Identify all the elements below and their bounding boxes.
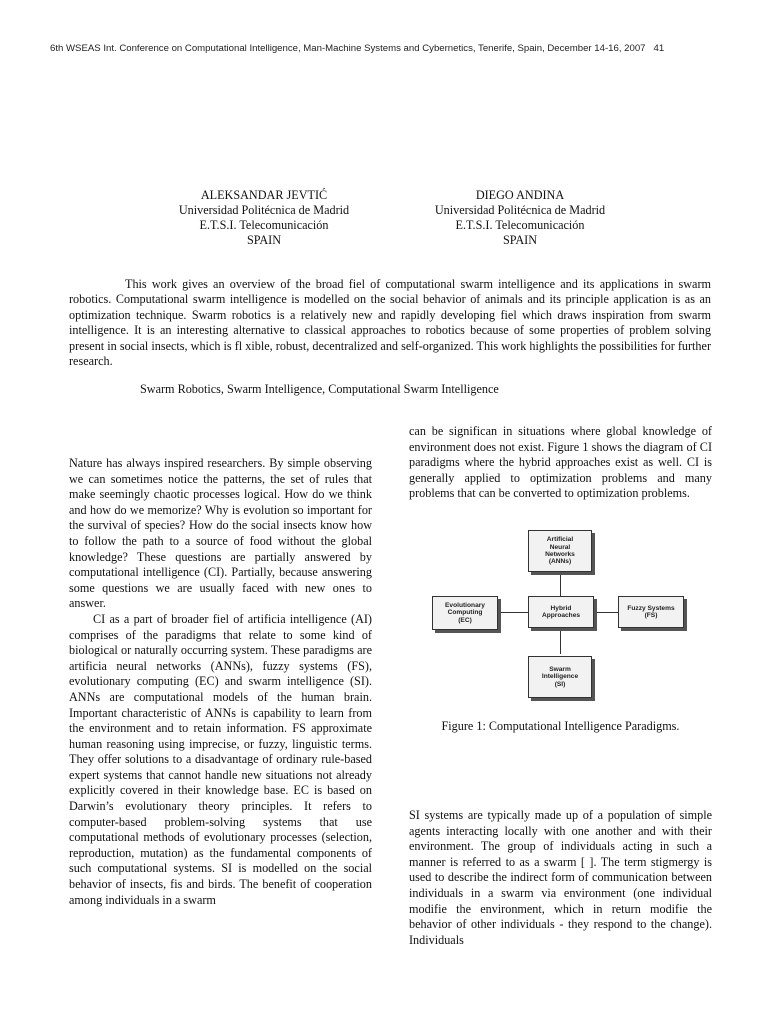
header-text: 6th WSEAS Int. Conference on Computational Intelligence, Man-Machine Systems and Cybernetics, Tenerife, Spain, December 14-16, 2007	[50, 43, 646, 54]
right-column-bottom-paragraph: SI systems are typically made up of a population of simple agents interacting locally with one another and with their environment. The group of individuals acting in such a manner is referred to as a swarm [ ]. The term stigmergy is used to describe the indirect form of communication between individuals in a swarm via environment (one individual modifie the environment, which in return modifie the behavior of other individuals - they respond to the change). Individuals	[409, 808, 712, 947]
abstract-text: This work gives an overview of the broad fiel of computational swarm intelligence and its applications in swarm robotics. Computational swarm intelligence is modelled on the social behavior of animals and its principle application is as an optimization technique. Swarm robotics is a relatively new and rapidly developing fiel which draws inspiration from swarm intelligence. It is an interesting alternative to classical approaches to robotics because of some properties of problem solving present in social insects, which is fl xible, robust, decentralized and self-organized. This work highlights the possibilities for further research.	[69, 277, 711, 369]
connector-bottom	[560, 626, 561, 654]
hybrid-box: Hybrid Approaches	[528, 596, 594, 628]
author-school: E.T.S.I. Telecomunicación	[199, 218, 329, 232]
connector-right	[594, 612, 620, 613]
figure-caption: Figure 1: Computational Intelligence Paradigms.	[441, 719, 680, 733]
ec-box: Evolutionary Computing (EC)	[432, 596, 498, 630]
right-column-top-paragraph: can be significan in situations where global knowledge of environment does not exist. Figure 1 shows the diagram of CI paradigms where the hybrid approaches exist as well. CI is generally applied to optimization problems and many problems that can be converted to optimization problems.	[409, 424, 712, 501]
ci-paradigms-diagram	[428, 528, 696, 704]
author-country: SPAIN	[502, 233, 538, 247]
author-block-1	[134, 188, 394, 248]
anns-box: Artificial Neural Networks (ANNs)	[528, 530, 592, 572]
fs-box: Fuzzy Systems (FS)	[618, 596, 684, 628]
author-block-2	[390, 188, 650, 248]
connector-left	[498, 612, 528, 613]
left-column	[69, 456, 372, 908]
author-country: SPAIN	[246, 233, 282, 247]
si-box: Swarm Intelligence (SI)	[528, 656, 592, 698]
connector-top	[560, 570, 561, 598]
author-name: DIEGO ANDINA	[475, 188, 565, 202]
author-school: E.T.S.I. Telecomunicación	[455, 218, 585, 232]
page-number: 41	[653, 43, 665, 54]
author-university: Universidad Politécnica de Madrid	[178, 203, 350, 217]
intro-paragraph-2: CI as a part of broader fiel of artificia intelligence (AI) comprises of the paradigms that relate to some kind of biological or naturally occurring system. These paradigms are artificia neural networks (ANNs), fuzzy systems (FS), evolutionary computing (EC) and swarm intelligence (SI). ANNs are computational models of the human brain. Important characteristic of ANNs is capability to learn from the environment and to retain information. FS approximate human reasoning using imprecise, or fuzzy, linguistic terms. They offer solutions to a disadvantage of ordinary rule-based expert systems that cannot handle new situations not already explicitly covered in their knowledge base. EC is based on Darwin’s evolutionary theory principles. It refers to computer-based problem-solving systems that use computational methods of evolutionary processes (selection, reproduction, mutation) as the fundamental components of such computational systems. SI is modelled on the social behavior of insects, fis and birds. The benefit of cooperation among individuals in a swarm	[69, 611, 372, 907]
intro-paragraph-1: Nature has always inspired researchers. By simple observing we can sometimes notice the patterns, the set of rules that make seemingly chaotic processes logical. How do we think and how do we memorize? Why is evolution so important for the survival of species? How do the social insects know how to follow the path to a source of food without the global knowledge? These questions are partially answered by computational intelligence (CI). Partially, because answering some questions we are usually faced with new ones to answer.	[69, 456, 372, 611]
running-header	[50, 43, 720, 54]
author-university: Universidad Politécnica de Madrid	[434, 203, 606, 217]
keywords: Swarm Robotics, Swarm Intelligence, Computational Swarm Intelligence	[140, 382, 499, 396]
author-name: ALEKSANDAR JEVTIĆ	[200, 188, 328, 202]
